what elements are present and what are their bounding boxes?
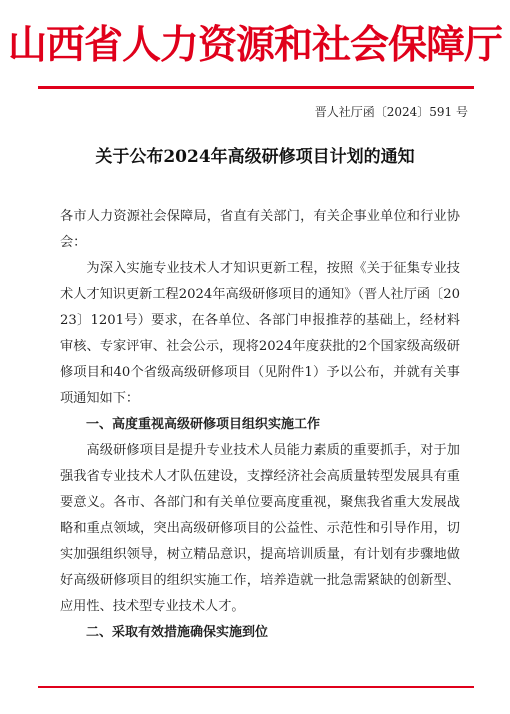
- document-number: 晋人社厅函〔2024〕591 号: [314, 105, 468, 119]
- section-heading-2: 二、采取有效措施确保实施到位: [86, 625, 269, 640]
- masthead-title: 山西省人力资源和社会保障厅: [7, 22, 502, 68]
- document-title: 关于公布2024年高级研修项目计划的通知: [95, 147, 415, 167]
- intro-paragraph: 为深入实施专业技术人才知识更新工程，按照《关于征集专业技术人才知识更新工程2024年高级研修项目的通知》（晋人社厅函〔2023〕1201号）要求，在各单位、各部门申报推荐的基础上，经材料审核、专家评审、社会公示，现将2024年度获批的2个国家级高级研修项目和40个省级高级研修项目（见附件1）予以公布，并就有关事项通知如下：: [60, 261, 460, 406]
- footer-red-rule: [38, 686, 474, 688]
- document-body: [60, 204, 460, 646]
- salutation: 各市人力资源社会保障局，省直有关部门，有关企事业单位和行业协会：: [60, 209, 460, 250]
- masthead-red-rule: [38, 86, 474, 89]
- section-heading-1: 一、高度重视高级研修项目组织实施工作: [86, 417, 321, 432]
- section-1-paragraph: 高级研修项目是提升专业技术人员能力素质的重要抓手，对于加强我省专业技术人才队伍建设，支撑经济社会高质量转型发展具有重要意义。各市、各部门和有关单位要高度重视，聚焦我省重大发展战略和重点领域，突出高级研修项目的公益性、示范性和引导作用，切实加强组织领导，树立精品意识，提高培训质量，有计划有步骤地做好高级研修项目的组织实施工作，培养造就一批急需紧缺的创新型、应用性、技术型专业技术人才。: [60, 443, 460, 614]
